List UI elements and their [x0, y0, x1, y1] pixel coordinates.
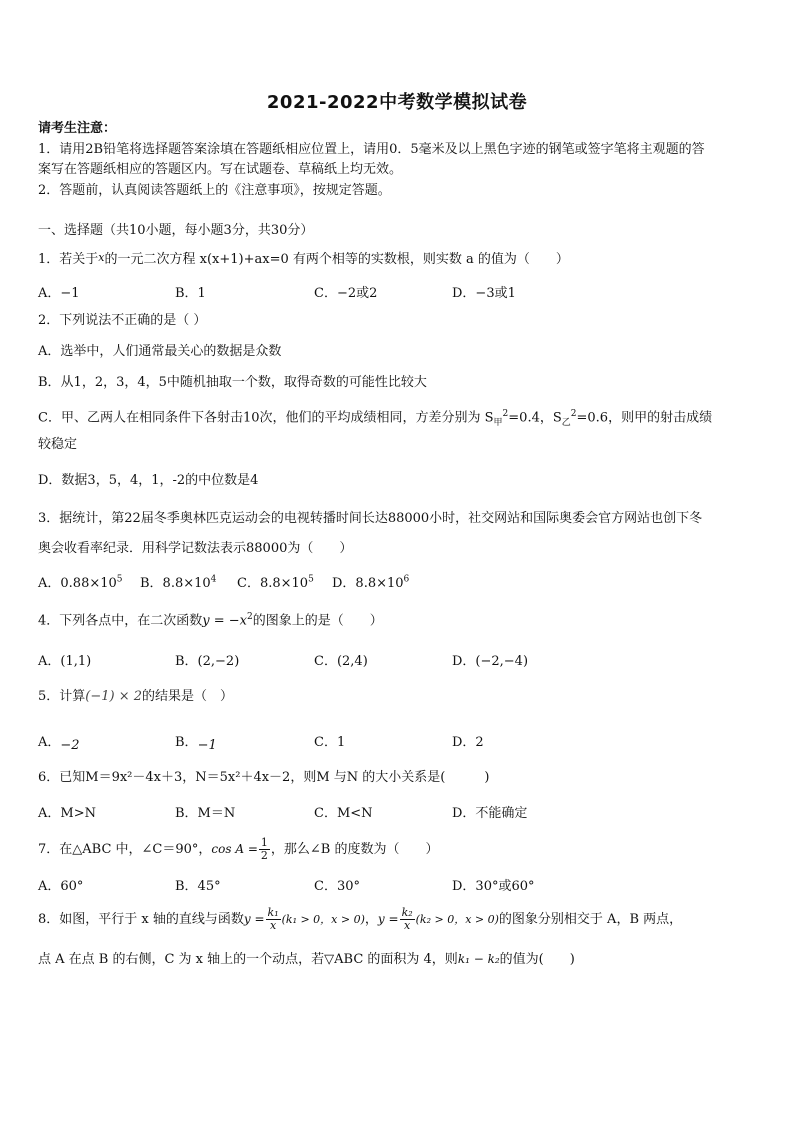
q4-option-a[interactable]: A．(1,1) [38, 654, 92, 669]
q8-f2-denominator: x [403, 919, 411, 932]
q3-option-d[interactable] [332, 572, 409, 591]
q1-options [38, 282, 758, 300]
q1-var: x [98, 251, 105, 264]
q1-option-c[interactable]: C．−2或2 [314, 286, 378, 301]
q3-c-text: C．8.8×10 [237, 576, 309, 591]
page-title: 2021-2022中考数学模拟试卷 [266, 92, 528, 113]
question-1 [38, 250, 758, 268]
q5-b-value: −1 [197, 738, 217, 753]
q6-options [38, 802, 758, 820]
q5-option-c[interactable]: C．1 [314, 735, 346, 750]
q8-difference: k₁ − k₂ [457, 952, 500, 966]
q5-expression: (−1) × 2 [85, 689, 143, 704]
question-8-line-2 [38, 951, 758, 968]
q5-b-label: B． [175, 735, 198, 750]
q2-option-c-cont: 较稳定 [38, 437, 78, 452]
q3-a-text: A．0.88×10 [38, 576, 117, 591]
q5-stem-a: 5．计算 [38, 689, 86, 704]
q8-f1-fraction [266, 907, 281, 932]
q3-b-exp: 4 [210, 574, 217, 585]
q2-c-text-2: =0.4，S [508, 410, 562, 426]
q3-d-exp: 6 [403, 574, 410, 585]
notice-line-1b: 案写在答题纸相应的答题区内。写在试题卷、草稿纸上均无效。 [38, 162, 403, 177]
q1-option-a[interactable]: A．−1 [38, 286, 80, 301]
q8-line2-a: 点 A 在点 B 的右侧，C 为 x 轴上的一个动点，若▽ABC 的面积为 4，则 [38, 952, 458, 967]
q8-f1-denominator: x [269, 919, 277, 932]
q3-option-c[interactable] [237, 572, 314, 591]
q8-line2-b: 的值为( ) [499, 952, 575, 967]
question-8-line-1 [38, 906, 758, 933]
q5-option-d[interactable]: D．2 [452, 735, 484, 750]
q8-f2-lhs: y = [377, 912, 399, 926]
q3-b-text: B．8.8×10 [140, 576, 211, 591]
section-heading: 一、选择题（共10小题，每小题3分，共30分） [38, 223, 314, 238]
q7-options [38, 875, 758, 893]
q2-c-sup-2: 2 [570, 409, 577, 419]
q4-option-c[interactable]: C．(2,4) [314, 654, 368, 669]
q4-option-d[interactable]: D．(−2,−4) [452, 654, 529, 669]
q3-a-exp: 5 [116, 574, 123, 585]
question-7 [38, 837, 758, 862]
q4-stem-b: 的图象上的是（ ） [252, 613, 383, 629]
q8-stem-b: 的图象分别相交于 A，B 两点， [498, 912, 683, 927]
q4-exp: 2 [247, 612, 253, 622]
q3-options [38, 572, 758, 590]
q8-f2-condition: (k₂ > 0，x > 0) [415, 913, 499, 926]
q7-option-d[interactable]: D．30°或60° [452, 879, 535, 894]
q5-a-value: −2 [60, 738, 80, 753]
q7-option-c[interactable]: C．30° [314, 879, 360, 894]
question-3-line-2: 奥会收看率纪录．用科学记数法表示88000为（ ） [38, 541, 353, 556]
q7-option-b[interactable]: B．45° [175, 879, 221, 894]
question-6: 6．已知M＝9x²－4x＋3，N＝5x²＋4x－2，则M 与N 的大小关系是( ) [38, 770, 490, 785]
q2-c-sup-1: 2 [502, 409, 509, 419]
q7-stem-b: ，那么∠B 的度数为（ ） [270, 842, 439, 857]
notice-line-2: 2．答题前，认真阅读答题纸上的《注意事项》，按规定答题。 [38, 183, 391, 198]
q5-option-b[interactable] [175, 731, 217, 753]
q1-stem-b: 的一元二次方程 x(x+1)+ax=0 有两个相等的实数根，则实数 a 的值为（ ） [104, 252, 569, 267]
question-5 [38, 689, 758, 705]
question-4 [38, 609, 758, 629]
q8-f2-numerator: k₂ [401, 906, 413, 919]
q2-option-c[interactable] [38, 406, 758, 431]
q1-option-d[interactable]: D．−3或1 [452, 286, 516, 301]
q4-stem-a: 4．下列各点中，在二次函数 [38, 613, 203, 629]
q2-c-sub-jia: 甲 [493, 417, 503, 428]
q6-option-c[interactable]: C．M<N [314, 806, 373, 821]
q8-f1-condition: (k₁ > 0，x > 0) [281, 913, 365, 926]
notice-line-1a: 1．请用2B铅笔将选择题答案涂填在答题纸相应位置上，请用0．5毫米及以上黑色字迹的钢笔或签字笔将主观题的答 [38, 142, 705, 157]
q2-c-sub-yi: 乙 [561, 417, 571, 428]
q2-c-text-1: C．甲、乙两人在相同条件下各射击10次，他们的平均成绩相同，方差分别为 S [38, 410, 494, 426]
question-3-line-1: 3．据统计，第22届冬季奥林匹克运动会的电视转播时间长达88000小时，社交网站和国际奥委会官方网站也创下冬 [38, 511, 703, 526]
q7-fraction [259, 837, 270, 862]
q8-f2-fraction [400, 907, 415, 932]
q5-a-label: A． [38, 735, 61, 750]
q2-option-a[interactable]: A．选举中，人们通常最关心的数据是众数 [38, 344, 282, 359]
q8-separator: ， [364, 912, 378, 927]
q3-option-a[interactable] [38, 572, 123, 591]
q2-option-d[interactable]: D．数据3，5，4，1，-2的中位数是4 [38, 473, 259, 488]
q4-option-b[interactable]: B．(2,−2) [175, 654, 240, 669]
q7-denominator: 2 [260, 849, 268, 862]
q5-options [38, 731, 758, 753]
q2-c-text-3: =0.6，则甲的射击成绩 [576, 410, 713, 426]
q4-function: y = −x [202, 613, 248, 629]
q3-d-text: D．8.8×10 [332, 576, 404, 591]
q6-option-d[interactable]: D．不能确定 [452, 806, 528, 821]
q5-option-a[interactable] [38, 731, 80, 753]
q8-f1-lhs: y = [243, 912, 265, 926]
notice-heading: 请考生注意： [38, 121, 117, 136]
q1-stem-a: 1．若关于 [38, 252, 99, 267]
q6-option-a[interactable]: A．M>N [38, 806, 96, 821]
q8-f1-numerator: k₁ [267, 906, 279, 919]
q5-stem-b: 的结果是（ ） [142, 689, 234, 704]
q4-options [38, 650, 758, 668]
q7-stem-a: 7．在△ABC 中，∠C＝90°， [38, 842, 212, 857]
q3-c-exp: 5 [308, 574, 314, 585]
q1-option-b[interactable]: B．1 [175, 286, 206, 301]
q7-option-a[interactable]: A．60° [38, 879, 84, 894]
q7-numerator: 1 [260, 836, 268, 849]
q2-option-b[interactable]: B．从1，2，3，4，5中随机抽取一个数，取得奇数的可能性比较大 [38, 375, 427, 390]
q6-option-b[interactable]: B．M＝N [175, 806, 236, 821]
q3-option-b[interactable] [140, 572, 216, 591]
question-2: 2．下列说法不正确的是（ ） [38, 313, 207, 328]
q8-stem-a: 8．如图，平行于 x 轴的直线与函数 [38, 912, 244, 927]
q7-cos: cos A = [211, 842, 258, 856]
